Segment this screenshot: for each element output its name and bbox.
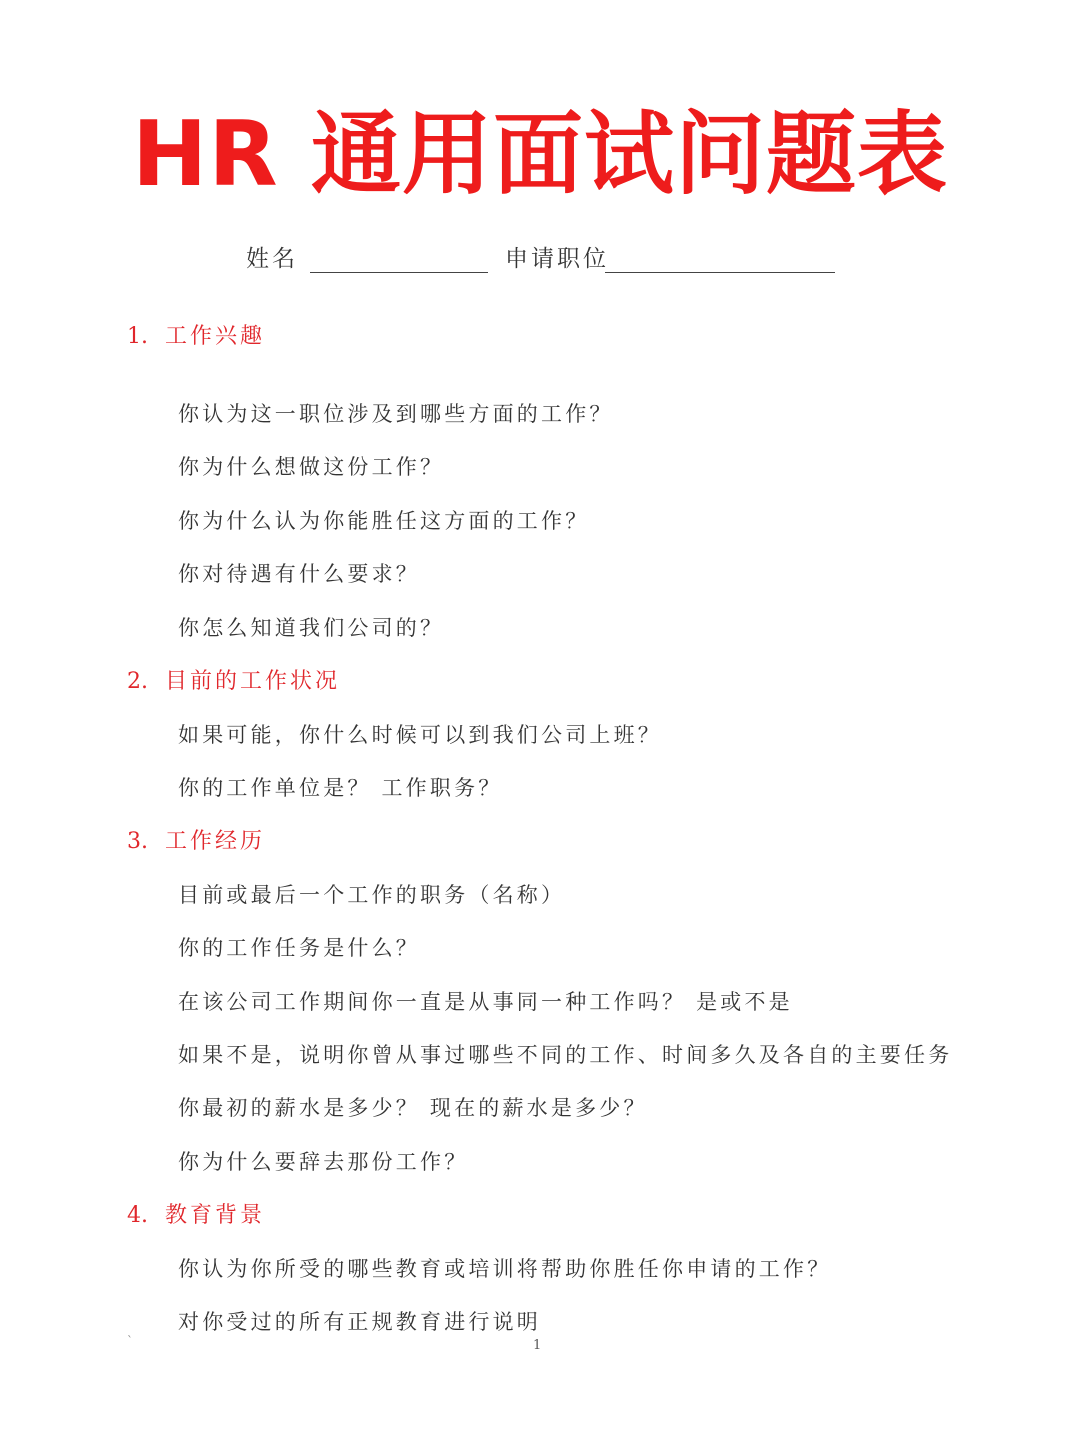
- section-heading: [127, 322, 265, 352]
- section-title: 工作经历: [165, 829, 266, 854]
- position-label: 申请职位: [505, 246, 609, 272]
- section-number: 4.: [127, 1203, 148, 1228]
- name-blank-line[interactable]: [310, 272, 488, 273]
- question-item: 你最初的薪水是多少？ 现在的薪水是多少？: [178, 1096, 648, 1120]
- position-blank-line[interactable]: [605, 272, 835, 273]
- question-item: 你认为这一职位涉及到哪些方面的工作？: [178, 402, 614, 426]
- question-item: 你为什么认为你能胜任这方面的工作？: [178, 509, 590, 533]
- question-item: 如果不是，说明你曾从事过哪些不同的工作、时间多久及各自的主要任务: [178, 1043, 953, 1067]
- section-title: 工作兴趣: [165, 324, 266, 349]
- section-heading: [127, 1201, 265, 1231]
- section-title: 教育背景: [165, 1203, 266, 1228]
- section-title: 目前的工作状况: [165, 669, 341, 694]
- question-item: 目前或最后一个工作的职务（名称）: [178, 883, 566, 907]
- question-item: 你的工作单位是？ 工作职务？: [178, 776, 503, 800]
- question-item: 对你受过的所有正规教育进行说明: [178, 1310, 541, 1334]
- question-item: 你怎么知道我们公司的？: [178, 616, 445, 640]
- section-heading: [127, 827, 265, 857]
- section-number: 3.: [127, 829, 148, 854]
- applicant-fields: [0, 240, 1080, 280]
- question-item: 你为什么想做这份工作？: [178, 455, 445, 479]
- section-heading: [127, 667, 340, 697]
- question-item: 你为什么要辞去那份工作？: [178, 1150, 469, 1174]
- footer-mark: `: [127, 1334, 133, 1348]
- question-item: 你对待遇有什么要求？: [178, 562, 420, 586]
- section-number: 1.: [127, 324, 148, 349]
- question-item: 你的工作任务是什么？: [178, 936, 420, 960]
- question-item: 在该公司工作期间你一直是从事同一种工作吗？ 是或不是: [178, 990, 793, 1014]
- page-title: HR 通用面试问题表: [132, 102, 948, 207]
- section-number: 2.: [127, 669, 148, 694]
- question-item: 如果可能，你什么时候可以到我们公司上班？: [178, 723, 662, 747]
- name-label: 姓名: [246, 246, 298, 272]
- question-item: 你认为你所受的哪些教育或培训将帮助你胜任你申请的工作？: [178, 1257, 832, 1281]
- page-number: 1: [533, 1338, 542, 1353]
